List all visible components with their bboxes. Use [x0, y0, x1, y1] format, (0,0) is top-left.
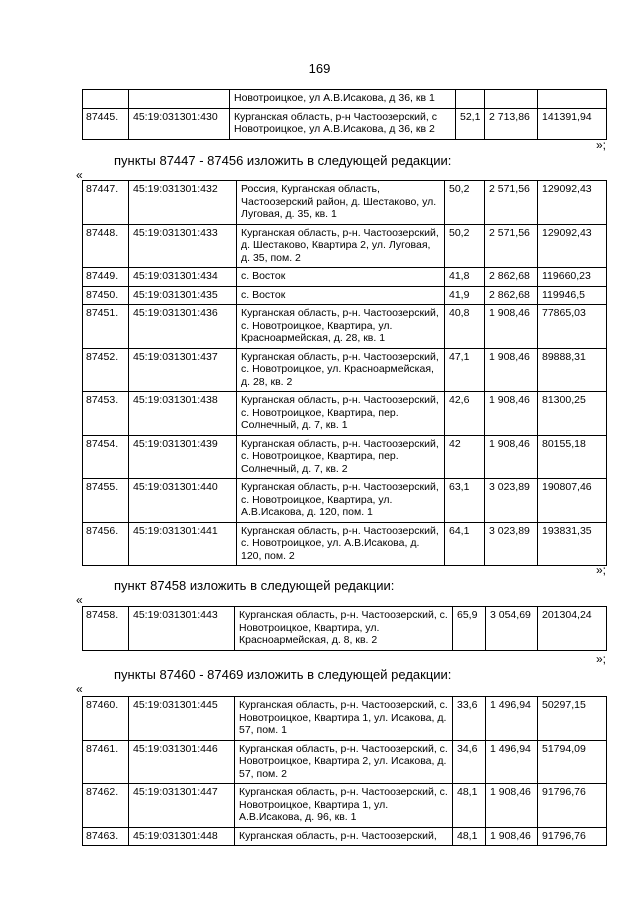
address-cell: Курганская область, р-н. Частоозерский, с. Новотроицкое, Квартира, ул. Красноармейская, д. 28, кв. 1 [237, 305, 445, 349]
area-cell: 64,1 [445, 522, 485, 566]
cadastral-number-cell: 45:19:031301:439 [129, 435, 237, 479]
area-cell: 47,1 [445, 348, 485, 392]
table-row [83, 740, 607, 784]
entry-number-cell: 87454. [83, 435, 129, 479]
closing-quote-mark: »; [595, 563, 606, 577]
address-cell: Курганская область, р-н. Частоозерский, с. Новотроицкое, Квартира 1, ул. Исакова, д. 57, пом. 1 [235, 697, 453, 741]
opening-quote-mark: « [76, 682, 83, 696]
unit-price-cell: 1 496,94 [486, 697, 538, 741]
amendment-heading: пункты 87460 - 87469 изложить в следующей редакции: [114, 667, 452, 682]
address-cell: Курганская область, р-н. Частоозерский, с. Новотроицкое, ул. А.В.Исакова, д. 120, пом. 2 [237, 522, 445, 566]
address-cell: Курганская область, р-н. Частоозерский, с. Новотроицкое, ул. Красноармейская, д. 28, кв. 2 [237, 348, 445, 392]
unit-price-cell: 3 023,89 [485, 522, 538, 566]
unit-price-cell: 1 496,94 [486, 740, 538, 784]
unit-price-cell: 2 571,56 [485, 224, 538, 268]
entry-number-cell: 87460. [83, 697, 129, 741]
cadastral-number-cell: 45:19:031301:448 [129, 827, 235, 846]
register-table-87447-87456 [82, 180, 607, 566]
table-row [83, 268, 607, 287]
total-value-cell: 141391,94 [538, 108, 607, 139]
unit-price-cell: 1 908,46 [486, 827, 538, 846]
entry-number-cell: 87456. [83, 522, 129, 566]
table-row [83, 90, 607, 109]
unit-price-cell: 1 908,46 [486, 784, 538, 828]
area-cell: 63,1 [445, 479, 485, 523]
address-cell: Курганская область, р-н. Частоозерский, с. Новотроицкое, Квартира, пер. Солнечный, д. 7, кв. 2 [237, 435, 445, 479]
register-table-87458 [82, 606, 607, 651]
area-cell: 42,6 [445, 392, 485, 436]
cadastral-number-cell: 45:19:031301:437 [129, 348, 237, 392]
table-row [83, 607, 607, 651]
amendment-heading: пункт 87458 изложить в следующей редакции: [114, 578, 395, 593]
total-value-cell: 129092,43 [538, 181, 607, 225]
address-cell: Курганская область, р-н. Частоозерский, с. Новотроицкое, Квартира, ул. Красноармейская, д. 8, кв. 2 [235, 607, 453, 651]
area-cell: 40,8 [445, 305, 485, 349]
table-row [83, 348, 607, 392]
cadastral-number-cell: 45:19:031301:435 [129, 286, 237, 305]
table-row [83, 522, 607, 566]
table-row [83, 305, 607, 349]
cadastral-number-cell [129, 90, 230, 109]
page-number: 169 [308, 61, 331, 76]
total-value-cell: 193831,35 [538, 522, 607, 566]
address-cell: Курганская область, р-н. Частоозерский, с. Новотроицкое, Квартира, ул. А.В.Исакова, д. 120, пом. 1 [237, 479, 445, 523]
entry-number-cell: 87463. [83, 827, 129, 846]
total-value-cell [538, 90, 607, 109]
table-row [83, 697, 607, 741]
area-cell: 41,9 [445, 286, 485, 305]
entry-number-cell: 87450. [83, 286, 129, 305]
unit-price-cell: 2 862,68 [485, 286, 538, 305]
total-value-cell: 80155,18 [538, 435, 607, 479]
area-cell: 48,1 [453, 784, 486, 828]
total-value-cell: 81300,25 [538, 392, 607, 436]
cadastral-number-cell: 45:19:031301:438 [129, 392, 237, 436]
area-cell: 34,6 [453, 740, 486, 784]
table-row [83, 435, 607, 479]
register-table-87460-87469 [82, 696, 607, 846]
cadastral-number-cell: 45:19:031301:440 [129, 479, 237, 523]
entry-number-cell: 87451. [83, 305, 129, 349]
address-cell: Новотроицкое, ул А.В.Исакова, д 36, кв 1 [230, 90, 456, 109]
unit-price-cell: 1 908,46 [485, 305, 538, 349]
closing-quote-mark: »; [595, 652, 606, 666]
total-value-cell: 89888,31 [538, 348, 607, 392]
total-value-cell: 119660,23 [538, 268, 607, 287]
area-cell: 48,1 [453, 827, 486, 846]
address-cell: Курганская область, р-н. Частоозерский, [235, 827, 453, 846]
table-row [83, 108, 607, 139]
entry-number-cell: 87448. [83, 224, 129, 268]
entry-number-cell: 87461. [83, 740, 129, 784]
unit-price-cell: 3 054,69 [486, 607, 538, 651]
table-row [83, 479, 607, 523]
unit-price-cell: 2 713,86 [485, 108, 538, 139]
cadastral-number-cell: 45:19:031301:441 [129, 522, 237, 566]
area-cell [456, 90, 485, 109]
cadastral-number-cell: 45:19:031301:443 [129, 607, 235, 651]
entry-number-cell: 87453. [83, 392, 129, 436]
area-cell: 42 [445, 435, 485, 479]
entry-number-cell: 87458. [83, 607, 129, 651]
entry-number-cell: 87447. [83, 181, 129, 225]
address-cell: Курганская область, р-н Частоозерский, с Новотроицкое, ул А.В.Исакова, д 36, кв 2 [230, 108, 456, 139]
entry-number-cell: 87445. [83, 108, 129, 139]
table-row [83, 784, 607, 828]
total-value-cell: 51794,09 [538, 740, 607, 784]
cadastral-number-cell: 45:19:031301:446 [129, 740, 235, 784]
entry-number-cell: 87462. [83, 784, 129, 828]
entry-number-cell: 87455. [83, 479, 129, 523]
total-value-cell: 77865,03 [538, 305, 607, 349]
entry-number-cell [83, 90, 129, 109]
cadastral-number-cell: 45:19:031301:445 [129, 697, 235, 741]
address-cell: Курганская область, р-н. Частоозерский, с. Новотроицкое, Квартира 1, ул. А.В.Исакова, д. 96, кв. 1 [235, 784, 453, 828]
unit-price-cell: 2 862,68 [485, 268, 538, 287]
table-row [83, 286, 607, 305]
table-row [83, 224, 607, 268]
unit-price-cell: 1 908,46 [485, 435, 538, 479]
entry-number-cell: 87449. [83, 268, 129, 287]
area-cell: 52,1 [456, 108, 485, 139]
opening-quote-mark: « [76, 593, 83, 607]
table-row [83, 827, 607, 846]
address-cell: с. Восток [237, 286, 445, 305]
address-cell: с. Восток [237, 268, 445, 287]
unit-price-cell [485, 90, 538, 109]
address-cell: Курганская область, р-н. Частоозерский, с. Новотроицкое, Квартира 2, ул. Исакова, д. 57, пом. 2 [235, 740, 453, 784]
total-value-cell: 190807,46 [538, 479, 607, 523]
cadastral-number-cell: 45:19:031301:447 [129, 784, 235, 828]
address-cell: Россия, Курганская область, Частоозерский район, д. Шестаково, ул. Луговая, д. 35, кв. 1 [237, 181, 445, 225]
closing-quote-mark: »; [595, 138, 606, 152]
cadastral-number-cell: 45:19:031301:436 [129, 305, 237, 349]
address-cell: Курганская область, р-н. Частоозерский, с. Новотроицкое, Квартира, пер. Солнечный, д. 7, кв. 1 [237, 392, 445, 436]
register-table-continuation [82, 89, 607, 140]
table-row [83, 392, 607, 436]
cadastral-number-cell: 45:19:031301:432 [129, 181, 237, 225]
entry-number-cell: 87452. [83, 348, 129, 392]
unit-price-cell: 3 023,89 [485, 479, 538, 523]
total-value-cell: 91796,76 [538, 827, 607, 846]
cadastral-number-cell: 45:19:031301:434 [129, 268, 237, 287]
cadastral-number-cell: 45:19:031301:433 [129, 224, 237, 268]
unit-price-cell: 2 571,56 [485, 181, 538, 225]
area-cell: 41,8 [445, 268, 485, 287]
area-cell: 65,9 [453, 607, 486, 651]
table-row [83, 181, 607, 225]
unit-price-cell: 1 908,46 [485, 348, 538, 392]
address-cell: Курганская область, р-н. Частоозерский, д. Шестаково, Квартира 2, ул. Луговая, д. 35, пом. 2 [237, 224, 445, 268]
area-cell: 33,6 [453, 697, 486, 741]
total-value-cell: 91796,76 [538, 784, 607, 828]
total-value-cell: 119946,5 [538, 286, 607, 305]
area-cell: 50,2 [445, 224, 485, 268]
unit-price-cell: 1 908,46 [485, 392, 538, 436]
total-value-cell: 129092,43 [538, 224, 607, 268]
amendment-heading: пункты 87447 - 87456 изложить в следующей редакции: [114, 153, 452, 168]
area-cell: 50,2 [445, 181, 485, 225]
total-value-cell: 50297,15 [538, 697, 607, 741]
opening-quote-mark: « [76, 168, 83, 182]
cadastral-number-cell: 45:19:031301:430 [129, 108, 230, 139]
total-value-cell: 201304,24 [538, 607, 607, 651]
